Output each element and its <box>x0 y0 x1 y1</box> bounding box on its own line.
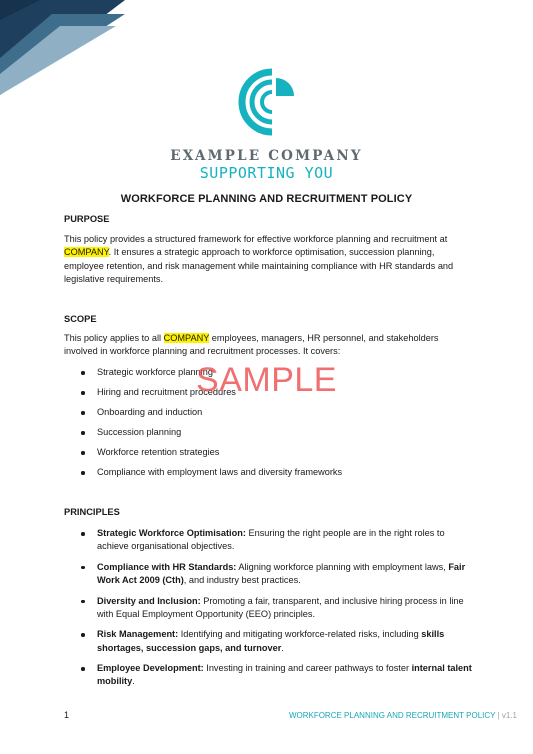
list-item <box>64 628 474 654</box>
principle-text: Ensuring the right people are in the right roles to achieve organisational objectives. <box>97 528 445 552</box>
principle-text: Investing in training and career pathways to foster <box>203 663 412 674</box>
principle-text: Promoting a fair, transparent, and inclusive hiring process in line with Equal Employment Opportunity (EEO) principles. <box>97 595 464 619</box>
footer-version: v1.1 <box>501 711 517 720</box>
principle-name: Risk Management: <box>97 629 179 640</box>
principle-text: . <box>132 676 135 687</box>
list-item <box>64 662 474 688</box>
company-name: EXAMPLE COMPANY <box>170 148 363 164</box>
company-tagline: SUPPORTING YOU <box>199 164 334 182</box>
scope-text-end: employees, managers, HR personnel, and stakeholders involved in workforce planning and recruitment processes. It covers: <box>64 333 439 357</box>
scope-paragraph <box>64 332 474 359</box>
footer-title-text: WORKFORCE PLANNING AND RECRUITMENT POLICY <box>288 711 496 720</box>
principle-text: Identifying and mitigating workforce-related risks, including <box>178 629 422 640</box>
purpose-paragraph <box>64 233 474 287</box>
principle-emphasis: Fair Work Act 2009 (Cth) <box>97 561 466 585</box>
principles-heading: PRINCIPLES <box>64 507 120 517</box>
principle-text: Aligning workforce planning with employment laws, <box>236 561 449 572</box>
footer-separator: | <box>495 711 502 720</box>
list-item: Strategic workforce planning <box>64 366 474 379</box>
purpose-heading: PURPOSE <box>64 214 110 224</box>
list-item: Succession planning <box>64 426 474 439</box>
purpose-text-start: This policy provides a structured framework for effective workforce planning and recruitment at <box>64 234 448 244</box>
list-item <box>64 595 474 621</box>
purpose-text-end: . It ensures a strategic approach to workforce optimisation, succession planning, employee retention, and risk management while maintaining compliance with HR standards and legislative requirements. <box>64 247 454 285</box>
list-item: Compliance with employment laws and diversity frameworks <box>64 466 474 479</box>
list-item: Workforce retention strategies <box>64 446 474 459</box>
scope-text-start: This policy applies to all <box>64 333 164 343</box>
principle-text: , and industry best practices. <box>183 575 301 585</box>
footer-document-title <box>289 711 517 720</box>
company-placeholder-highlight: COMPANY <box>163 333 210 343</box>
sample-watermark: SAMPLE <box>196 361 337 399</box>
company-placeholder-highlight: COMPANY <box>64 247 109 258</box>
principle-emphasis: internal talent mobility <box>97 663 472 687</box>
list-item: Hiring and recruitment procedures <box>64 386 474 399</box>
principle-text: . <box>281 642 284 653</box>
principle-name: Employee Development: <box>97 663 204 674</box>
principle-name: Diversity and Inclusion: <box>97 595 201 606</box>
scope-heading: SCOPE <box>64 314 97 324</box>
principle-name: Compliance with HR Standards: <box>97 561 237 572</box>
list-item <box>64 527 474 553</box>
list-item <box>64 561 474 587</box>
principles-list <box>64 527 474 696</box>
page-number: 1 <box>64 710 70 720</box>
corner-decoration <box>0 0 125 95</box>
principle-emphasis: skills shortages, succession gaps, and turnover <box>97 629 445 653</box>
company-logo-icon <box>232 66 300 138</box>
list-item: Onboarding and induction <box>64 406 474 419</box>
principle-name: Strategic Workforce Optimisation: <box>97 528 246 538</box>
document-title: WORKFORCE PLANNING AND RECRUITMENT POLICY <box>120 193 413 205</box>
